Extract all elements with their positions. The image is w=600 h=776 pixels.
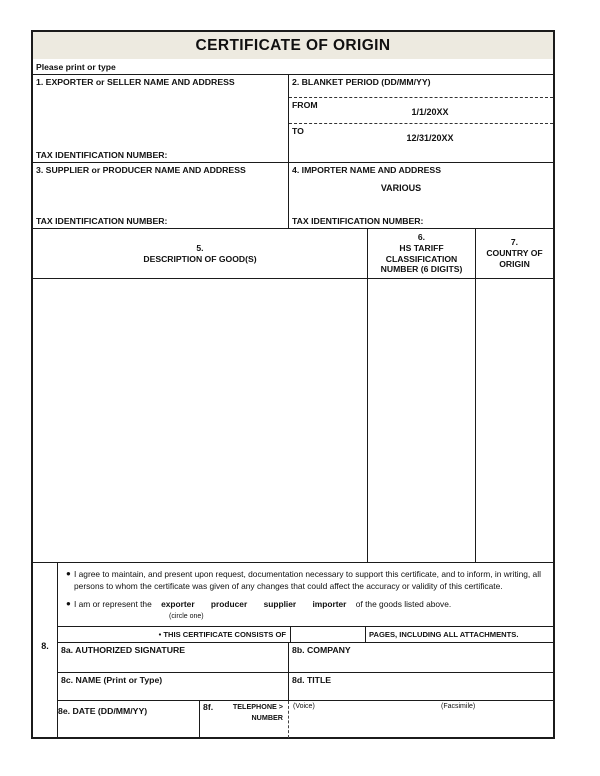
goods-col-description-title: DESCRIPTION OF GOOD(S)	[143, 253, 257, 264]
goods-col-country-number: 7.	[510, 237, 519, 248]
circle-one-note: (circle one)	[169, 612, 204, 620]
goods-table-body	[33, 279, 553, 563]
field-company[interactable]	[289, 643, 551, 672]
field-date-label: 8e. DATE (DD/MM/YY)	[58, 705, 148, 716]
form-title-bar	[33, 32, 553, 59]
blanket-period-from-value: 1/1/20XX	[411, 107, 449, 117]
goods-col-country-line2: ORIGIN	[499, 258, 530, 269]
declaration-section	[33, 563, 553, 738]
role-option-exporter[interactable]: exporter	[161, 599, 195, 610]
facsimile-label: (Facsimile)	[441, 702, 476, 710]
print-instruction-text: Please print or type	[36, 61, 116, 72]
blanket-period-to-row[interactable]	[289, 123, 553, 149]
blanket-period-to-value: 12/31/20XX	[406, 133, 454, 143]
field-importer-tax-id-label: TAX IDENTIFICATION NUMBER:	[292, 216, 424, 226]
declaration-bullet-1	[66, 568, 545, 592]
field-title[interactable]	[289, 673, 551, 700]
declaration-bullet-2	[66, 598, 545, 621]
parties-section	[33, 75, 553, 229]
blanket-period-to-label: TO	[292, 126, 304, 136]
voice-label: (Voice)	[293, 702, 315, 710]
parties-right-column	[289, 75, 553, 229]
certificate-pages-row	[58, 627, 553, 643]
goods-col-hs-header	[368, 229, 476, 278]
goods-description-entry-area[interactable]	[33, 279, 368, 562]
page-title: CERTIFICATE OF ORIGIN	[195, 36, 391, 54]
goods-hs-entry-area[interactable]	[368, 279, 476, 562]
field-blanket-period[interactable]	[289, 75, 553, 163]
goods-col-description-number: 5.	[196, 242, 204, 253]
blanket-period-from-label: FROM	[292, 100, 318, 110]
field-blanket-period-label: 2. BLANKET PERIOD (DD/MM/YY)	[292, 77, 431, 87]
field-telephone-number-code: 8f.	[203, 701, 214, 712]
field-exporter[interactable]	[33, 75, 288, 163]
field-authorized-signature[interactable]	[58, 643, 289, 672]
declaration-number: 8.	[41, 641, 49, 651]
field-exporter-tax-id-label: TAX IDENTIFICATION NUMBER:	[36, 150, 168, 160]
field-supplier-tax-id-label: TAX IDENTIFICATION NUMBER:	[36, 216, 168, 226]
field-name[interactable]	[58, 673, 289, 700]
field-company-label: 8b. COMPANY	[292, 644, 351, 655]
goods-table-header	[33, 229, 553, 279]
declaration-statements	[58, 563, 553, 627]
goods-col-hs-line2: CLASSIFICATION	[385, 253, 458, 264]
goods-col-description-header	[33, 229, 368, 278]
field-voice-facsimile[interactable]	[289, 701, 551, 738]
goods-col-hs-line1: HS TARIFF	[399, 242, 444, 253]
field-authorized-signature-label: 8a. AUTHORIZED SIGNATURE	[61, 644, 186, 655]
certificate-pages-input[interactable]	[290, 627, 366, 642]
declaration-bullet-1-text: I agree to maintain, and present upon request, documentation necessary to support this certificate, and to inform, in writing, all persons to whom the certificate was given of any changes that could affect the accuracy or validity of this certificate.	[74, 569, 541, 592]
field-supplier[interactable]	[33, 163, 288, 229]
signature-company-row	[58, 643, 553, 673]
certificate-of-origin-form	[31, 30, 555, 739]
declaration-role-prefix: I am or represent the	[74, 599, 152, 610]
goods-col-hs-number: 6.	[417, 232, 426, 243]
field-telephone-number-label-cell	[200, 701, 289, 738]
parties-left-column	[33, 75, 289, 229]
goods-col-country-header	[476, 229, 553, 278]
role-option-supplier[interactable]: supplier	[263, 599, 297, 610]
field-telephone-number-stack	[200, 702, 283, 724]
declaration-role-suffix: of the goods listed above.	[355, 599, 452, 610]
goods-col-country-line1: COUNTRY OF	[486, 248, 543, 259]
field-date[interactable]	[58, 701, 200, 738]
name-title-row	[58, 673, 553, 701]
date-telephone-row	[58, 701, 553, 738]
print-instruction	[33, 59, 553, 75]
field-name-label: 8c. NAME (Print or Type)	[61, 674, 163, 685]
field-exporter-label: 1. EXPORTER or SELLER NAME AND ADDRESS	[36, 77, 235, 87]
field-importer[interactable]	[289, 163, 553, 229]
certificate-pages-label: • THIS CERTIFICATE CONSISTS OF	[158, 629, 286, 639]
certificate-pages-suffix: PAGES, INCLUDING ALL ATTACHMENTS.	[369, 629, 519, 639]
field-title-label: 8d. TITLE	[292, 674, 332, 685]
declaration-body	[58, 563, 553, 738]
number-word: NUMBER	[251, 712, 283, 722]
field-importer-label: 4. IMPORTER NAME AND ADDRESS	[292, 165, 441, 175]
field-importer-value: VARIOUS	[380, 183, 422, 193]
telephone-word: TELEPHONE >	[232, 701, 283, 711]
goods-col-hs-line3: NUMBER (6 DIGITS)	[380, 264, 463, 275]
declaration-bullet-2-text	[74, 598, 545, 621]
field-supplier-label: 3. SUPPLIER or PRODUCER NAME AND ADDRESS	[36, 165, 246, 175]
role-option-producer[interactable]: producer	[210, 599, 248, 610]
bullet-icon: ●	[66, 599, 71, 609]
goods-country-entry-area[interactable]	[476, 279, 553, 562]
declaration-number-cell	[33, 563, 58, 738]
role-option-importer[interactable]: importer	[312, 599, 347, 610]
blanket-period-from-row[interactable]	[289, 97, 553, 123]
bullet-icon: ●	[66, 569, 71, 578]
